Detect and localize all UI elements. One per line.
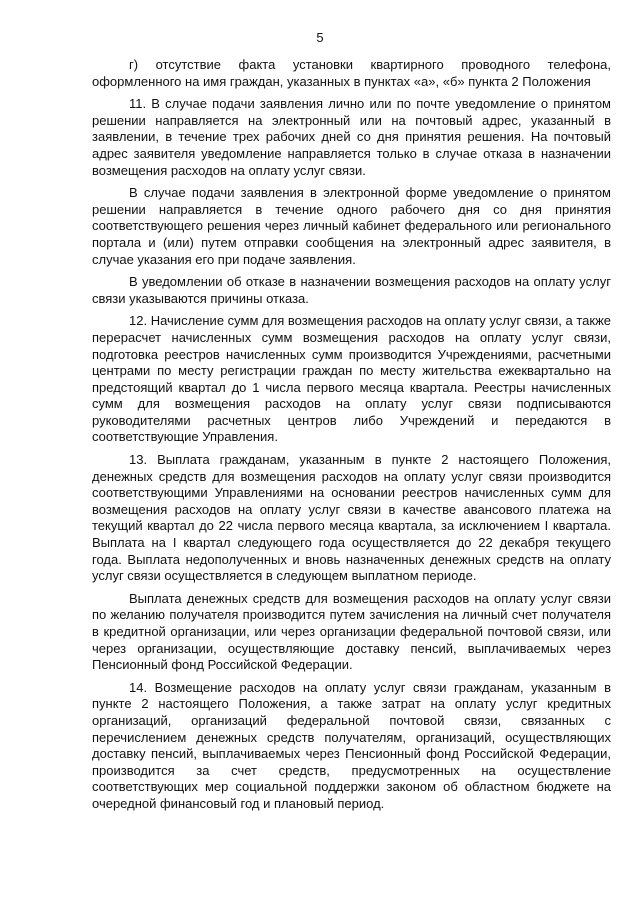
paragraph-13: 13. Выплата гражданам, указанным в пункте 2 настоящего Положения, денежных средств для возмещения расходов на оплату услуг связи производится соответствующими Управлениями на основании реестров начисленных сумм для возмещения расходов на оплату услуг связи в качестве авансового платежа на текущий квартал до 22 числа первого месяца квартала, за исключением I квартала. Выплата на I квартал следующего года осуществляется до 22 декабря текущего года. Выплата недополученных и вновь назначенных денежных средств на оплату услуг связи осуществляется в следующем выплатном периоде. <box>92 452 611 584</box>
paragraph-payment-methods: Выплата денежных средств для возмещения расходов на оплату услуг связи по желанию получателя производится путем зачисления на личный счет получателя в кредитной организации, или через организации федеральной почтовой связи, или через организации, осуществляющие доставку пенсий, выплачиваемых через Пенсионный фонд Российской Федерации. <box>92 590 611 673</box>
document-body <box>92 57 611 819</box>
paragraph-electronic-notice: В случае подачи заявления в электронной форме уведомление о принятом решении направляется в течение одного рабочего дня со дня принятия соответствующего решения через личный кабинет федерального или регионального портала и (или) путем отправки сообщения на электронный адрес заявителя, в случае указания его при подаче заявления. <box>92 185 611 267</box>
page-number: 5 <box>316 30 324 45</box>
paragraph-item-g: г) отсутствие факта установки квартирного проводного телефона, оформленного на имя граждан, указанных в пунктах «а», «б» пункта 2 Положения <box>92 57 611 89</box>
paragraph-14: 14. Возмещение расходов на оплату услуг связи гражданам, указанным в пункте 2 настоящего Положения, а также затрат на оплату услуг кредитных организаций, организаций федеральной почтовой связи, связанных с перечислением денежных средств получателям, организаций, осуществляющих доставку пенсий, выплачиваемых через Пенсионный фонд Российской Федерации, производится за счет средств, предусмотренных на осуществление соответствующих мер социальной поддержки законом об областном бюджете на очередной финансовый год и плановый период. <box>92 679 611 811</box>
paragraph-11: 11. В случае подачи заявления лично или по почте уведомление о принятом решении направляется на электронный или на почтовый адрес, указанный в заявлении, в течение трех рабочих дней со дня принятия решения. На почтовый адрес заявителя уведомление направляется только в случае отказа в назначении возмещения расходов на оплату услуг связи. <box>92 96 611 178</box>
paragraph-12: 12. Начисление сумм для возмещения расходов на оплату услуг связи, а также перерасчет начисленных сумм возмещения расходов на оплату услуг связи, подготовка реестров начисленных сумм производится Учреждениями, расчетными центрами по месту регистрации граждан по месту жительства ежеквартально на предстоящий квартал до 1 числа первого месяца квартала. Реестры начисленных сумм для возмещения расходов на оплату услуг связи подписываются руководителями расчетных центров либо Учреждений и передаются в соответствующие Управления. <box>92 313 611 445</box>
paragraph-refusal-reasons: В уведомлении об отказе в назначении возмещения расходов на оплату услуг связи указываются причины отказа. <box>92 274 611 306</box>
